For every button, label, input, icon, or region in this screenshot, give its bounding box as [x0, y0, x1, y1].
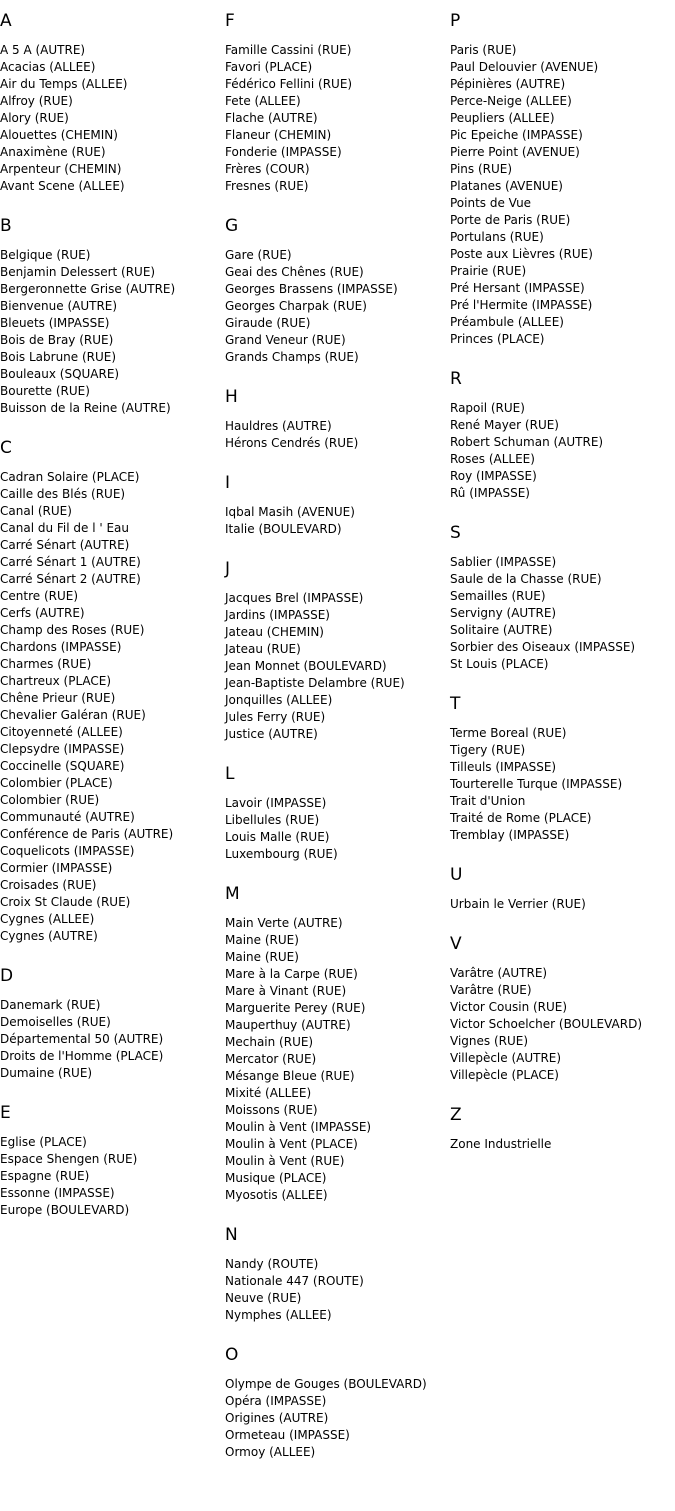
street-index-column-1	[0, 10, 225, 1239]
street-list	[225, 42, 450, 195]
street-link[interactable]: Platanes (AVENUE)	[450, 179, 563, 193]
street-link[interactable]: Centre (RUE)	[0, 589, 79, 603]
street-link[interactable]: Lavoir (IMPASSE)	[225, 796, 327, 810]
street-link[interactable]: Caille des Blés (RUE)	[0, 487, 126, 501]
letter-group	[450, 522, 675, 673]
street-link[interactable]: Cerfs (AUTRE)	[0, 606, 85, 620]
letter-group	[225, 1344, 450, 1461]
street-link[interactable]: Moulin à Vent (RUE)	[225, 1154, 345, 1168]
street-link[interactable]: Fédérico Fellini (RUE)	[225, 77, 353, 91]
street-link[interactable]: Essonne (IMPASSE)	[0, 1186, 115, 1200]
street-link[interactable]: Jules Ferry (RUE)	[225, 710, 326, 724]
street-link[interactable]: Grands Champs (RUE)	[225, 350, 359, 364]
letter-group	[450, 693, 675, 844]
street-link[interactable]: Communauté (AUTRE)	[0, 810, 135, 824]
street-link[interactable]: Sorbier des Oiseaux (IMPASSE)	[450, 640, 636, 654]
street-link[interactable]: Luxembourg (RUE)	[225, 847, 338, 861]
street-link[interactable]: Ormoy (ALLEE)	[225, 1445, 316, 1459]
street-link[interactable]: Prairie (RUE)	[450, 264, 527, 278]
street-link[interactable]: Jardins (IMPASSE)	[225, 608, 330, 622]
street-list	[225, 795, 450, 863]
letter-heading: Z	[450, 1105, 462, 1125]
street-link[interactable]: Benjamin Delessert (RUE)	[0, 265, 156, 279]
letter-group	[0, 10, 225, 195]
letter-heading: V	[450, 934, 462, 954]
street-list	[450, 400, 675, 502]
street-list	[0, 997, 225, 1082]
letter-group	[0, 215, 225, 417]
street-link[interactable]: Urbain le Verrier (RUE)	[450, 897, 586, 911]
street-link[interactable]: Eglise (PLACE)	[0, 1135, 87, 1149]
street-link[interactable]: Jean Monnet (BOULEVARD)	[225, 659, 387, 673]
street-link[interactable]: Colombier (PLACE)	[0, 776, 113, 790]
letter-heading: C	[0, 438, 12, 458]
street-link[interactable]: Chêne Prieur (RUE)	[0, 691, 116, 705]
street-link[interactable]: Louis Malle (RUE)	[225, 830, 330, 844]
letter-group	[450, 1104, 675, 1153]
street-list	[450, 554, 675, 673]
street-link[interactable]: Moulin à Vent (PLACE)	[225, 1137, 358, 1151]
letter-group	[450, 864, 675, 913]
street-link[interactable]: St Louis (PLACE)	[450, 657, 549, 671]
street-link[interactable]: Alfroy (RUE)	[0, 94, 73, 108]
street-link[interactable]: Tigery (RUE)	[450, 743, 526, 757]
letter-heading: I	[225, 473, 231, 493]
street-link[interactable]: Victor Schoelcher (BOULEVARD)	[450, 1017, 642, 1031]
street-link[interactable]: Giraude (RUE)	[225, 316, 311, 330]
letter-heading: O	[225, 1345, 239, 1365]
letter-group	[225, 763, 450, 863]
street-link[interactable]: Fresnes (RUE)	[225, 179, 309, 193]
street-link[interactable]: Frères (COUR)	[225, 162, 310, 176]
street-index-column-2	[225, 10, 450, 1481]
letter-group	[225, 386, 450, 452]
street-link[interactable]: Pins (RUE)	[450, 162, 513, 176]
street-link[interactable]: Hauldres (AUTRE)	[225, 419, 332, 433]
street-link[interactable]: Colombier (RUE)	[0, 793, 100, 807]
street-link[interactable]: Belgique (RUE)	[0, 248, 91, 262]
street-link[interactable]: Iqbal Masih (AVENUE)	[225, 505, 355, 519]
street-list	[225, 590, 450, 743]
street-link[interactable]: Solitaire (AUTRE)	[450, 623, 553, 637]
street-link[interactable]: Tilleuls (IMPASSE)	[450, 760, 557, 774]
street-link[interactable]: Croix St Claude (RUE)	[0, 895, 131, 909]
letter-heading: E	[0, 1103, 11, 1123]
street-link[interactable]: Pépinières (AUTRE)	[450, 77, 566, 91]
street-link[interactable]: Carré Sénart 2 (AUTRE)	[0, 572, 141, 586]
letter-group	[450, 10, 675, 348]
letter-group	[225, 472, 450, 538]
street-link[interactable]: Canal (RUE)	[0, 504, 72, 518]
street-link[interactable]: Gare (RUE)	[225, 248, 292, 262]
street-link[interactable]: Clepsydre (IMPASSE)	[0, 742, 125, 756]
letter-group	[0, 437, 225, 945]
street-link[interactable]: Princes (PLACE)	[450, 332, 545, 346]
street-link[interactable]: Opéra (IMPASSE)	[225, 1394, 327, 1408]
street-link[interactable]: Cygnes (AUTRE)	[0, 929, 98, 943]
street-link[interactable]: Pierre Point (AVENUE)	[450, 145, 580, 159]
street-link[interactable]: Fete (ALLEE)	[225, 94, 301, 108]
street-index-column-3	[450, 10, 675, 1173]
street-list	[450, 725, 675, 844]
letter-heading: H	[225, 387, 238, 407]
street-link[interactable]: A 5 A (AUTRE)	[0, 43, 86, 57]
street-link[interactable]: Moulin à Vent (IMPASSE)	[225, 1120, 372, 1134]
street-link[interactable]: Vignes (RUE)	[450, 1034, 529, 1048]
street-link[interactable]: Servigny (AUTRE)	[450, 606, 557, 620]
street-link[interactable]: Citoyenneté (ALLEE)	[0, 725, 123, 739]
street-link[interactable]: Bergeronnette Grise (AUTRE)	[0, 282, 176, 296]
letter-heading: L	[225, 764, 235, 784]
street-link[interactable]: Hérons Cendrés (RUE)	[225, 436, 359, 450]
street-link[interactable]: Droits de l'Homme (PLACE)	[0, 1049, 164, 1063]
street-link[interactable]: Fonderie (IMPASSE)	[225, 145, 342, 159]
street-link[interactable]: Conférence de Paris (AUTRE)	[0, 827, 174, 841]
street-link[interactable]: Villepècle (PLACE)	[450, 1068, 559, 1082]
street-link[interactable]: Pic Epeiche (IMPASSE)	[450, 128, 583, 142]
street-link[interactable]: Alory (RUE)	[0, 111, 69, 125]
street-link[interactable]: Arpenteur (CHEMIN)	[0, 162, 122, 176]
letter-heading: A	[0, 11, 12, 31]
street-link[interactable]: Favori (PLACE)	[225, 60, 313, 74]
letter-group	[0, 965, 225, 1082]
street-link[interactable]: Acacias (ALLEE)	[0, 60, 96, 74]
street-list	[225, 915, 450, 1204]
street-link[interactable]: Départemental 50 (AUTRE)	[0, 1032, 164, 1046]
street-link[interactable]: Danemark (RUE)	[0, 998, 101, 1012]
street-link[interactable]: Poste aux Lièvres (RUE)	[450, 247, 593, 261]
street-list	[225, 504, 450, 538]
street-link[interactable]: Justice (AUTRE)	[225, 727, 318, 741]
street-list	[0, 469, 225, 945]
street-list	[450, 42, 675, 348]
street-link[interactable]: Charmes (RUE)	[0, 657, 92, 671]
street-link[interactable]: Croisades (RUE)	[0, 878, 97, 892]
street-link[interactable]: Alouettes (CHEMIN)	[0, 128, 118, 142]
street-link[interactable]: Bouleaux (SQUARE)	[0, 367, 120, 381]
street-link[interactable]: Nationale 447 (ROUTE)	[225, 1274, 364, 1288]
street-link[interactable]: Demoiselles (RUE)	[0, 1015, 111, 1029]
street-link[interactable]: Carré Sénart 1 (AUTRE)	[0, 555, 141, 569]
street-link[interactable]: Marguerite Perey (RUE)	[225, 1001, 366, 1015]
street-link[interactable]: Main Verte (AUTRE)	[225, 916, 343, 930]
street-link[interactable]: Jacques Brel (IMPASSE)	[225, 591, 364, 605]
street-link[interactable]: Libellules (RUE)	[225, 813, 320, 827]
street-link[interactable]: Dumaine (RUE)	[0, 1066, 93, 1080]
street-link[interactable]: Pré l'Hermite (IMPASSE)	[450, 298, 593, 312]
street-link[interactable]: Mauperthuy (AUTRE)	[225, 1018, 351, 1032]
street-link[interactable]: Cormier (IMPASSE)	[0, 861, 113, 875]
street-link[interactable]: Zone Industrielle	[450, 1137, 552, 1151]
street-link[interactable]: Canal du Fil de l ' Eau	[0, 521, 130, 535]
street-link[interactable]: Perce-Neige (ALLEE)	[450, 94, 572, 108]
street-link[interactable]: Sablier (IMPASSE)	[450, 555, 557, 569]
street-link[interactable]: Tremblay (IMPASSE)	[450, 828, 570, 842]
street-list	[225, 418, 450, 452]
street-link[interactable]: Varâtre (RUE)	[450, 983, 532, 997]
street-link[interactable]: Préambule (ALLEE)	[450, 315, 564, 329]
street-link[interactable]: Coquelicots (IMPASSE)	[0, 844, 135, 858]
street-link[interactable]: Olympe de Gouges (BOULEVARD)	[225, 1377, 427, 1391]
letter-group	[450, 368, 675, 502]
letter-heading: R	[450, 369, 462, 389]
street-link[interactable]: Rapoil (RUE)	[450, 401, 525, 415]
street-list	[225, 1256, 450, 1324]
street-link[interactable]: Italie (BOULEVARD)	[225, 522, 342, 536]
street-link[interactable]: Jateau (CHEMIN)	[225, 625, 324, 639]
street-link[interactable]: Chardons (IMPASSE)	[0, 640, 122, 654]
street-link[interactable]: Neuve (RUE)	[225, 1291, 302, 1305]
street-link[interactable]: Espace Shengen (RUE)	[0, 1152, 138, 1166]
street-link[interactable]: Bleuets (IMPASSE)	[0, 316, 110, 330]
street-link[interactable]: Europe (BOULEVARD)	[0, 1203, 130, 1217]
street-link[interactable]: Cadran Solaire (PLACE)	[0, 470, 140, 484]
street-link[interactable]: Paris (RUE)	[450, 43, 517, 57]
street-link[interactable]: Chevalier Galéran (RUE)	[0, 708, 146, 722]
street-link[interactable]: Mare à la Carpe (RUE)	[225, 967, 358, 981]
street-link[interactable]: Maine (RUE)	[225, 933, 299, 947]
letter-heading: D	[0, 966, 14, 986]
street-list	[450, 1136, 675, 1153]
street-link[interactable]: Mechain (RUE)	[225, 1035, 314, 1049]
street-link[interactable]: Varâtre (AUTRE)	[450, 966, 548, 980]
letter-group	[450, 933, 675, 1084]
letter-heading: G	[225, 216, 239, 236]
street-list	[0, 42, 225, 195]
letter-heading: U	[450, 865, 463, 885]
street-link[interactable]: Flache (AUTRE)	[225, 111, 318, 125]
street-list	[450, 965, 675, 1084]
street-link[interactable]: Portulans (RUE)	[450, 230, 544, 244]
street-link[interactable]: Musique (PLACE)	[225, 1171, 327, 1185]
street-link[interactable]: Cygnes (ALLEE)	[0, 912, 95, 926]
street-link[interactable]: Roy (IMPASSE)	[450, 469, 537, 483]
street-link[interactable]: Myosotis (ALLEE)	[225, 1188, 328, 1202]
street-link[interactable]: Geai des Chênes (RUE)	[225, 265, 364, 279]
street-link[interactable]: Villepècle (AUTRE)	[450, 1051, 562, 1065]
street-link[interactable]: Coccinelle (SQUARE)	[0, 759, 125, 773]
street-link[interactable]: Traité de Rome (PLACE)	[450, 811, 592, 825]
street-link[interactable]: Semailles (RUE)	[450, 589, 546, 603]
street-link[interactable]: Mercator (RUE)	[225, 1052, 317, 1066]
street-link[interactable]: Robert Schuman (AUTRE)	[450, 435, 604, 449]
street-link[interactable]: Avant Scene (ALLEE)	[0, 179, 125, 193]
street-link[interactable]: Georges Brassens (IMPASSE)	[225, 282, 398, 296]
street-link[interactable]: Mixité (ALLEE)	[225, 1086, 312, 1100]
street-link[interactable]: Points de Vue	[450, 196, 532, 210]
letter-heading: N	[225, 1225, 238, 1245]
street-list	[0, 247, 225, 417]
street-link[interactable]: Peupliers (ALLEE)	[450, 111, 555, 125]
street-link[interactable]: Mare à Vinant (RUE)	[225, 984, 347, 998]
street-link[interactable]: Flaneur (CHEMIN)	[225, 128, 332, 142]
street-link[interactable]: Jean-Baptiste Delambre (RUE)	[225, 676, 405, 690]
street-link[interactable]: Grand Veneur (RUE)	[225, 333, 346, 347]
street-link[interactable]: Air du Temps (ALLEE)	[0, 77, 128, 91]
street-list	[225, 1376, 450, 1461]
street-link[interactable]: Jateau (RUE)	[225, 642, 301, 656]
letter-heading: T	[450, 694, 461, 714]
street-link[interactable]: Espagne (RUE)	[0, 1169, 90, 1183]
street-link[interactable]: Mésange Bleue (RUE)	[225, 1069, 355, 1083]
street-link[interactable]: Anaximène (RUE)	[0, 145, 106, 159]
letter-group	[225, 1224, 450, 1324]
street-link[interactable]: Jonquilles (ALLEE)	[225, 693, 333, 707]
letter-heading: B	[0, 216, 12, 236]
letter-heading: S	[450, 523, 461, 543]
letter-group	[225, 558, 450, 743]
street-link[interactable]: Terme Boreal (RUE)	[450, 726, 567, 740]
street-link[interactable]: Moissons (RUE)	[225, 1103, 318, 1117]
street-link[interactable]: Bienvenue (AUTRE)	[0, 299, 118, 313]
street-link[interactable]: Carré Sénart (AUTRE)	[0, 538, 130, 552]
letter-heading: J	[225, 559, 231, 579]
street-link[interactable]: Champ des Roses (RUE)	[0, 623, 145, 637]
street-link[interactable]: Georges Charpak (RUE)	[225, 299, 367, 313]
street-link[interactable]: Trait d'Union	[450, 794, 526, 808]
letter-heading: M	[225, 884, 240, 904]
street-link[interactable]: Chartreux (PLACE)	[0, 674, 112, 688]
letter-heading: P	[450, 11, 461, 31]
street-link[interactable]: Ormeteau (IMPASSE)	[225, 1428, 350, 1442]
street-link[interactable]: Paul Delouvier (AVENUE)	[450, 60, 599, 74]
street-link[interactable]: Rû (IMPASSE)	[450, 486, 530, 500]
street-link[interactable]: Origines (AUTRE)	[225, 1411, 329, 1425]
street-link[interactable]: Roses (ALLEE)	[450, 452, 535, 466]
street-link[interactable]: Maine (RUE)	[225, 950, 299, 964]
street-link[interactable]: Bois Labrune (RUE)	[0, 350, 117, 364]
street-link[interactable]: Famille Cassini (RUE)	[225, 43, 352, 57]
letter-heading: F	[225, 11, 235, 31]
street-link[interactable]: Tourterelle Turque (IMPASSE)	[450, 777, 623, 791]
letter-group	[225, 215, 450, 366]
street-link[interactable]: Pré Hersant (IMPASSE)	[450, 281, 585, 295]
letter-group	[225, 883, 450, 1204]
street-list	[0, 1134, 225, 1219]
letter-group	[225, 10, 450, 195]
street-link[interactable]: Buisson de la Reine (AUTRE)	[0, 401, 171, 415]
street-list	[450, 896, 675, 913]
street-link[interactable]: Porte de Paris (RUE)	[450, 213, 571, 227]
street-link[interactable]: Nymphes (ALLEE)	[225, 1308, 332, 1322]
street-link[interactable]: Victor Cousin (RUE)	[450, 1000, 568, 1014]
street-link[interactable]: René Mayer (RUE)	[450, 418, 559, 432]
street-link[interactable]: Saule de la Chasse (RUE)	[450, 572, 602, 586]
letter-group	[0, 1102, 225, 1219]
street-link[interactable]: Bourette (RUE)	[0, 384, 90, 398]
street-link[interactable]: Bois de Bray (RUE)	[0, 333, 114, 347]
street-list	[225, 247, 450, 366]
street-link[interactable]: Nandy (ROUTE)	[225, 1257, 319, 1271]
